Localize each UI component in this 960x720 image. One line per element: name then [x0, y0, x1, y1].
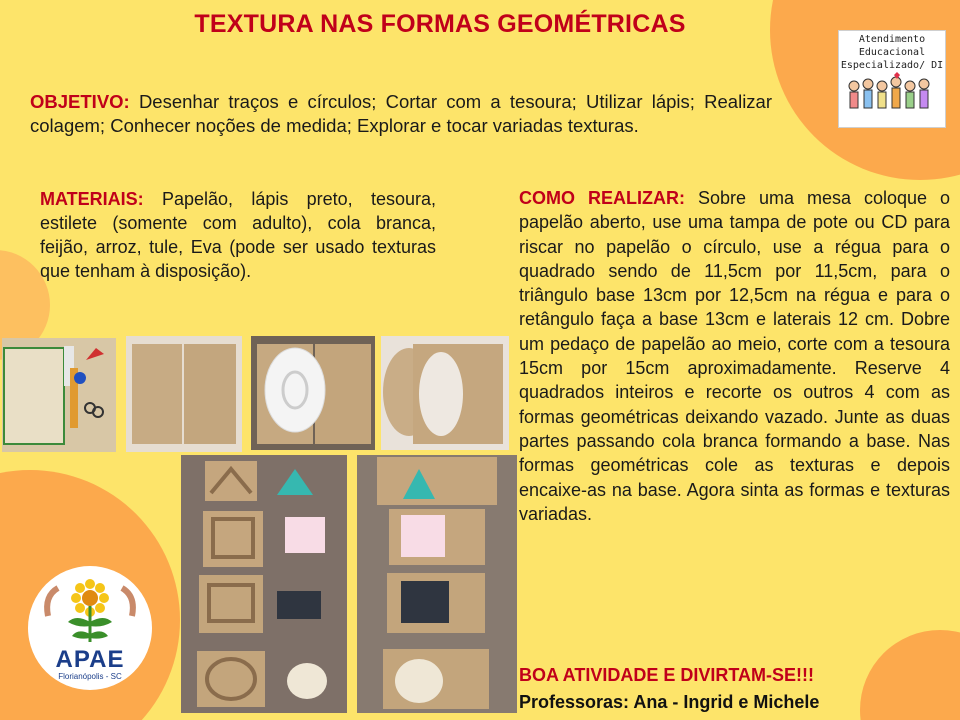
- teachers-credit: Professoras: Ana - Ingrid e Michele: [519, 692, 820, 712]
- photo-shapes-base-left: [181, 455, 347, 713]
- aee-logo-line1: Atendimento: [858, 34, 926, 45]
- closing-message: BOA ATIVIDADE E DIVIRTAM-SE!!!: [519, 665, 814, 685]
- objetivo-text: Desenhar traços e círculos; Cortar com a tesoura; Utilizar lápis; Realizar colagem; Conhecer noções de medida; Explorar e tocar variadas texturas.: [30, 91, 772, 136]
- page-title: TEXTURA NAS FORMAS GEOMÉTRICAS: [194, 10, 686, 38]
- children-drawing-icon: [844, 72, 940, 122]
- aee-logo: [838, 30, 946, 128]
- objetivo-paragraph: [30, 90, 772, 138]
- apae-city: Florianópolis - SC: [58, 672, 122, 681]
- photo-cardboard-folded: [126, 336, 242, 452]
- photo-cardboard-lid: [251, 336, 375, 450]
- photo-shapes-base-right: [357, 455, 517, 713]
- materiais-text: Papelão, lápis preto, tesoura, estilete (somente com adulto), cola branca, feijão, arroz, tule, Eva (pode ser usado texturas que tenham à disposição).: [40, 189, 436, 281]
- aee-logo-line2: Educacional: [858, 47, 926, 58]
- como-realizar-text: Sobre uma mesa coloque o papelão aberto, use uma tampa de pote ou CD para riscar no papelão o círculo, use a régua para o quadrado sendo de 11,5cm por 11,5cm, para o triângulo base 13cm por 12,5cm na régua e para o retângulo faça a base 13cm e laterais 12 cm. Dobre um pedaço de papelão ao meio, corte com a tesoura 15cm por 15cm aproximadamente. Reserve 4 quadrados inteiros e recorte os outros 4 com as formas geométricas deixando vazado. Junte as duas partes passando cola branca formando a base. Nas formas geométricas cole as texturas e depois encaixe-as na base. Agora sinta as formas e texturas variadas.: [519, 188, 950, 524]
- aee-logo-line3: Especializado/ DI: [840, 60, 944, 71]
- objetivo-label: OBJETIVO:: [30, 91, 130, 112]
- photo-cardboard-oval-cut: [381, 336, 509, 450]
- apae-name: APAE: [55, 646, 125, 673]
- materiais-label: MATERIAIS:: [40, 189, 144, 209]
- materiais-paragraph: [40, 187, 436, 283]
- como-realizar-paragraph: [519, 186, 950, 526]
- photo-materials: [2, 338, 116, 452]
- decor-blob-bottom-right: [860, 630, 960, 720]
- apae-logo: [28, 566, 152, 690]
- como-realizar-label: COMO REALIZAR:: [519, 188, 685, 208]
